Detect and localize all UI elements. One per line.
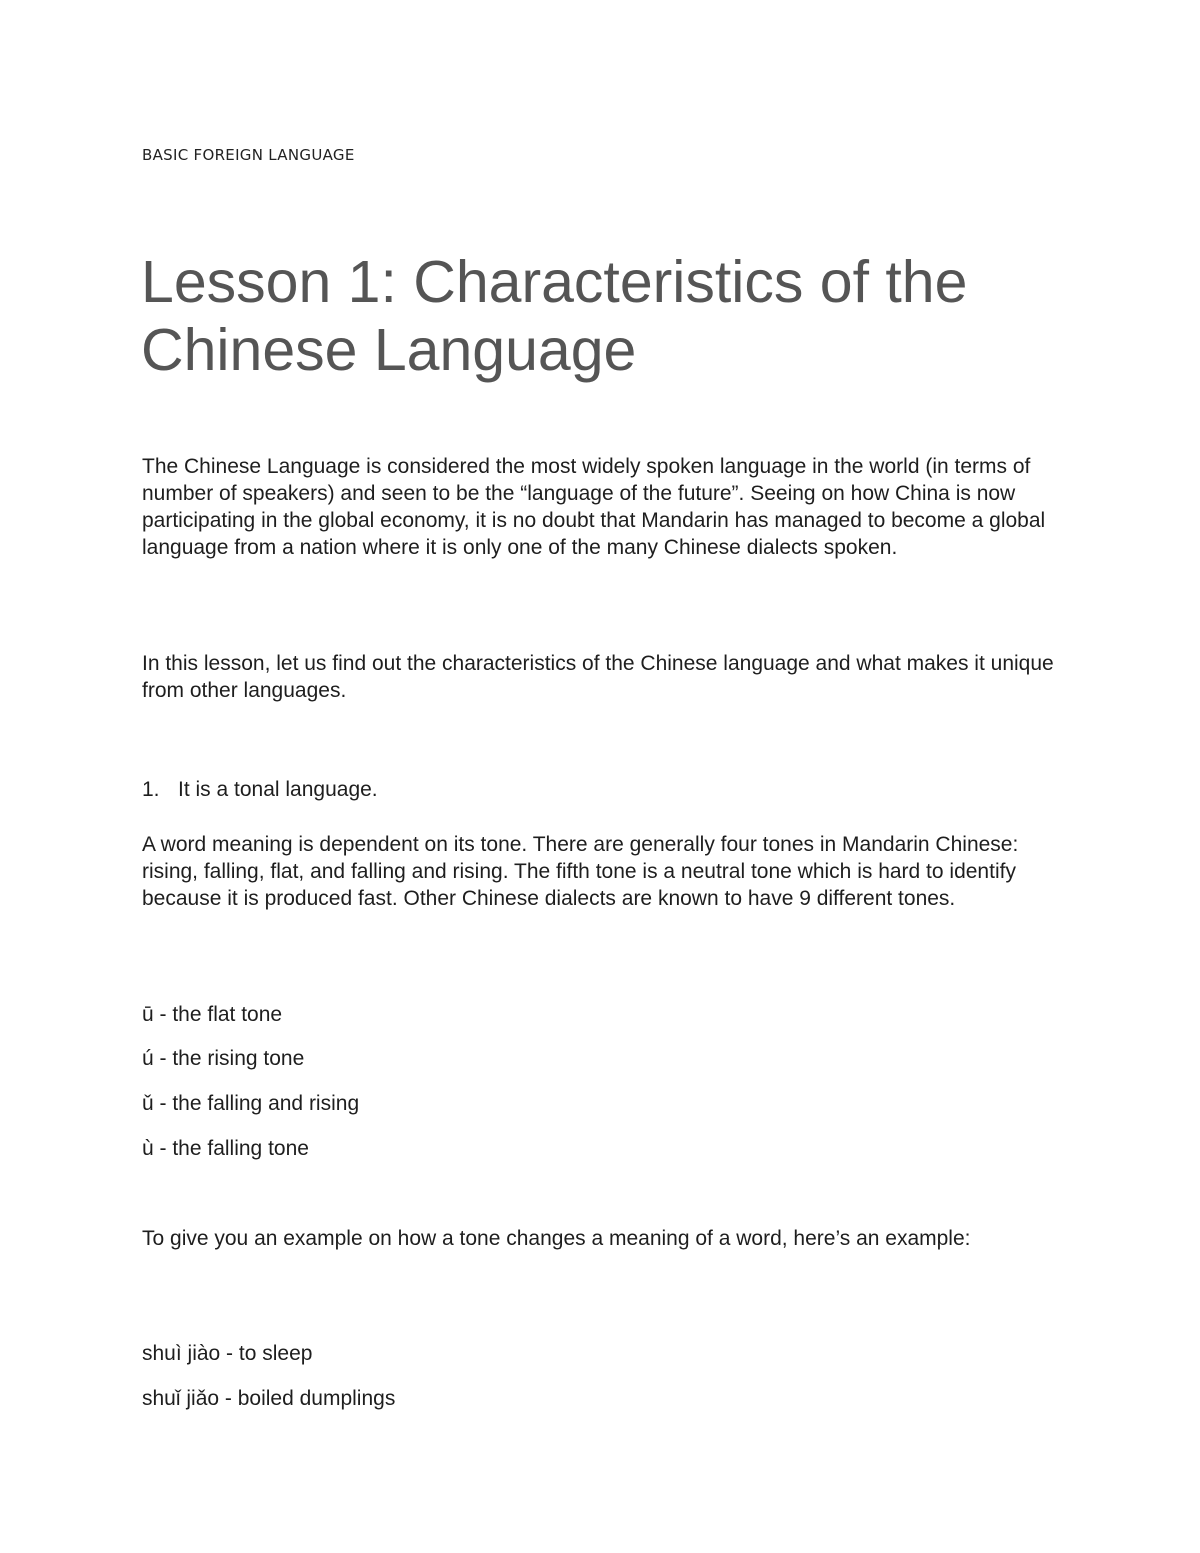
tone-line-falling-rising: ǔ - the falling and rising bbox=[142, 1092, 360, 1115]
list-item-text: It is a tonal language. bbox=[178, 778, 378, 801]
lesson-goal-paragraph: In this lesson, let us find out the characteristics of the Chinese language and what makes it unique from other languages. bbox=[142, 652, 1054, 702]
tone-line-rising: ú - the rising tone bbox=[142, 1047, 305, 1070]
example-line-dumplings: shuǐ jiǎo - boiled dumplings bbox=[142, 1387, 396, 1410]
tone-line-flat: ū - the flat tone bbox=[142, 1003, 283, 1026]
intro-paragraph: The Chinese Language is considered the most widely spoken language in the world (in terms of number of speakers) and seen to be the “language of the future”. Seeing on how China is now participating in the global economy, it is no doubt that Mandarin has managed to become a global language from a nation where it is only one of the many Chinese dialects spoken. bbox=[142, 455, 1046, 559]
example-line-sleep: shuì jiào - to sleep bbox=[142, 1342, 313, 1365]
course-header: BASIC FOREIGN LANGUAGE bbox=[142, 146, 355, 164]
tone-description-paragraph: A word meaning is dependent on its tone. There are generally four tones in Mandarin Chinese: rising, falling, flat, and falling and rising. The fifth tone is a neutral tone which is hard to identify because it is produced fast. Other Chinese dialects are known to have 9 different tones. bbox=[142, 833, 1019, 910]
numbered-list-item bbox=[142, 776, 378, 803]
lesson-title: Lesson 1: Characteristics of the Chinese Language bbox=[141, 249, 968, 383]
example-intro-paragraph: To give you an example on how a tone changes a meaning of a word, here’s an example: bbox=[142, 1227, 971, 1250]
tone-line-falling: ù - the falling tone bbox=[142, 1137, 309, 1160]
list-number: 1. bbox=[142, 778, 160, 801]
